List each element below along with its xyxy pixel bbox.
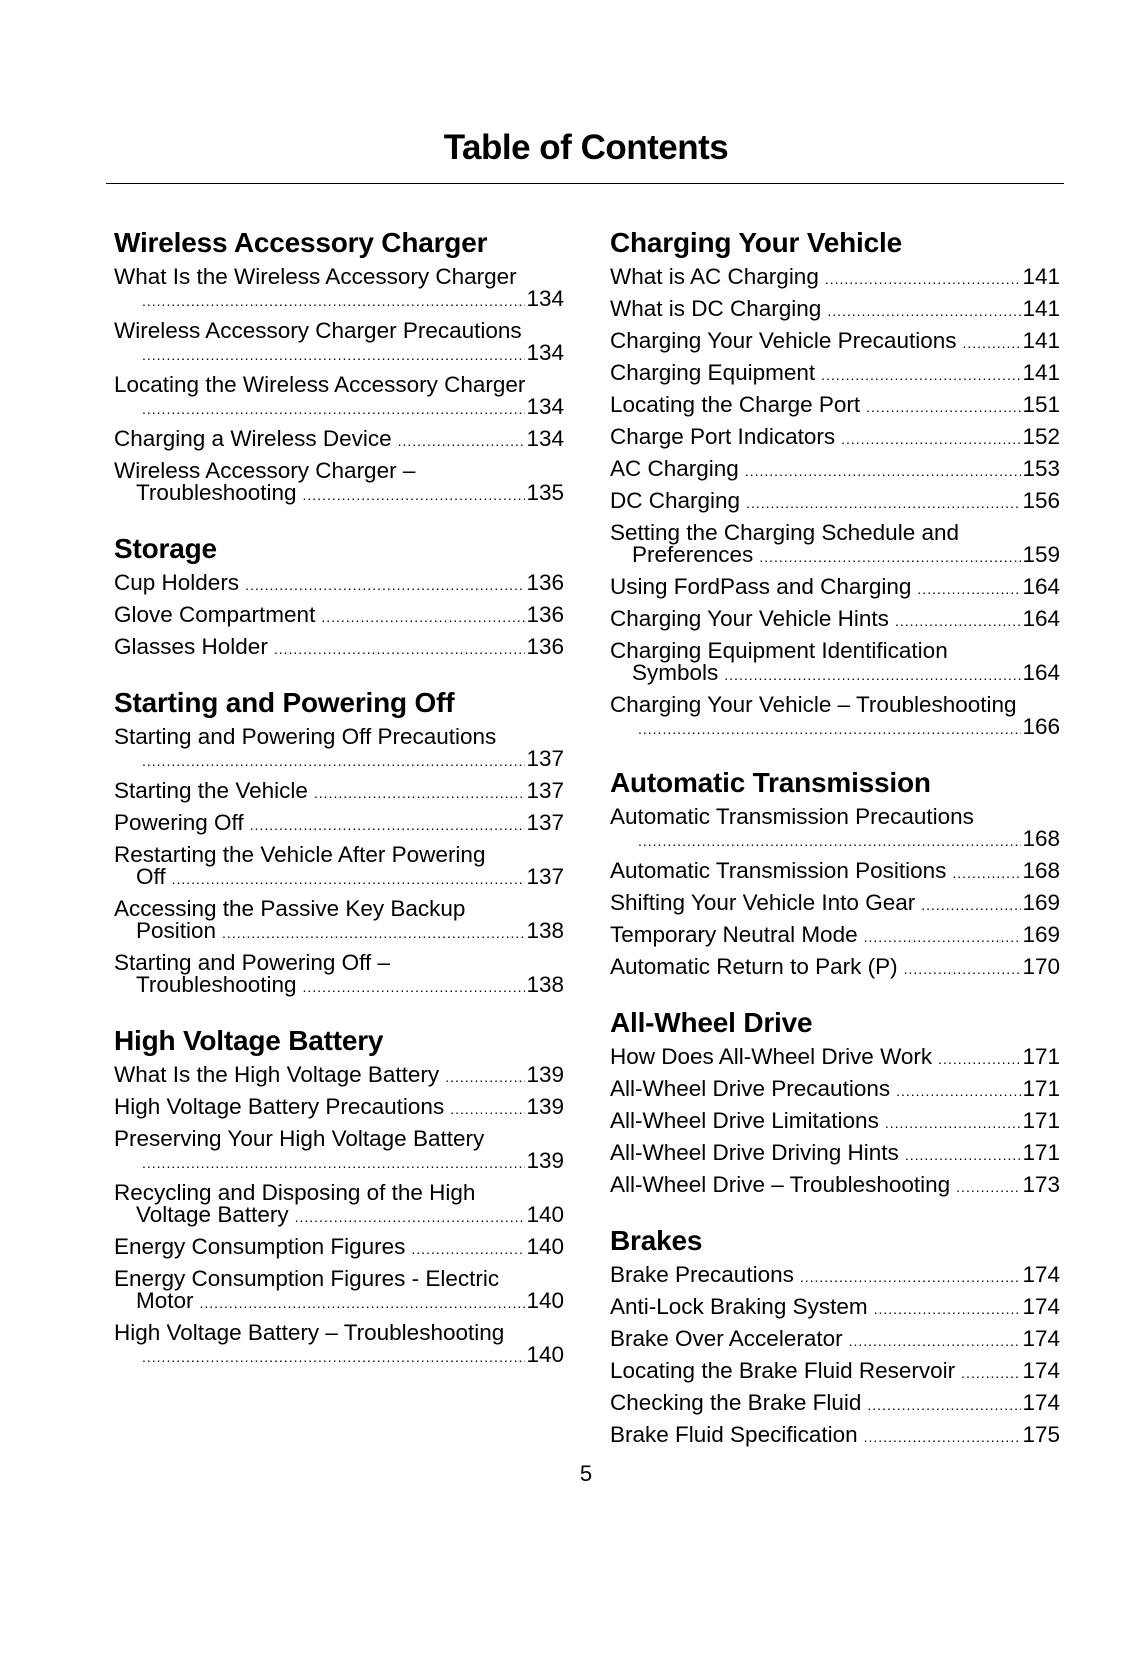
toc-entry-continuation xyxy=(114,288,564,312)
toc-entry-line xyxy=(114,266,564,288)
toc-entry-line xyxy=(610,1424,1060,1448)
toc-entry-continuation xyxy=(114,1150,564,1174)
entry-title-continued[interactable]: Position xyxy=(136,918,217,943)
toc-entry-line xyxy=(610,426,1060,450)
entry-page-number[interactable]: 151 xyxy=(1022,392,1060,417)
entry-title[interactable]: Charging Equipment Identification xyxy=(610,638,948,663)
toc-entry-line xyxy=(610,1078,1060,1102)
entry-page-number[interactable]: 138 xyxy=(526,972,564,997)
dot-leader xyxy=(885,1112,1022,1134)
toc-entry-line xyxy=(114,572,564,596)
entry-page-number[interactable]: 156 xyxy=(1022,488,1060,513)
entry-title[interactable]: Brake Fluid Specification xyxy=(610,1422,858,1447)
section-heading: Charging Your Vehicle xyxy=(610,227,902,258)
toc-entry-line xyxy=(114,844,564,866)
toc-section-storage xyxy=(114,532,564,660)
toc-entry-line xyxy=(610,1174,1060,1198)
dot-leader xyxy=(905,1144,1022,1166)
dot-leader xyxy=(274,638,526,660)
dot-leader xyxy=(746,492,1021,514)
entry-title[interactable]: Charging a Wireless Device xyxy=(114,426,392,451)
toc-entry-line xyxy=(610,956,1060,980)
entry-title[interactable]: Starting and Powering Off Precautions xyxy=(114,724,497,749)
entry-title[interactable]: All-Wheel Drive Precautions xyxy=(610,1076,891,1101)
dot-leader xyxy=(864,1426,1022,1448)
toc-entry[interactable] xyxy=(610,892,1060,916)
dot-leader xyxy=(963,332,1022,354)
entry-title[interactable]: Powering Off xyxy=(114,810,244,835)
toc-entry-continuation xyxy=(610,716,1060,740)
section-heading: Storage xyxy=(114,533,217,564)
toc-entry[interactable] xyxy=(610,362,1060,386)
title-divider xyxy=(106,183,1064,184)
entry-title[interactable]: Automatic Return to Park (P) xyxy=(610,954,898,979)
toc-entry-line xyxy=(114,952,564,974)
toc-entry-line xyxy=(610,1328,1060,1352)
toc-entry-line xyxy=(610,362,1060,386)
toc-entry-line xyxy=(610,458,1060,482)
entry-title[interactable]: Automatic Transmission Precautions xyxy=(610,804,974,829)
entry-page-number[interactable]: 137 xyxy=(526,864,564,889)
entry-title[interactable]: All-Wheel Drive Driving Hints xyxy=(610,1140,899,1165)
toc-entry-line xyxy=(114,898,564,920)
toc-entry[interactable] xyxy=(114,812,564,836)
dot-leader xyxy=(638,830,1021,852)
toc-entry-line xyxy=(610,266,1060,290)
toc-entry-line xyxy=(114,636,564,660)
toc-entry-line xyxy=(610,394,1060,418)
toc-entry-line xyxy=(610,490,1060,514)
page-number: 5 xyxy=(579,1461,593,1486)
entry-page-number[interactable]: 168 xyxy=(1022,826,1060,851)
toc-entry-continuation xyxy=(114,1344,564,1368)
toc-entry-line xyxy=(610,640,1060,662)
toc-entry[interactable] xyxy=(114,604,564,628)
toc-entry-line xyxy=(114,1322,564,1344)
toc-entry[interactable] xyxy=(114,844,564,890)
toc-entry[interactable] xyxy=(610,694,1060,740)
dot-leader xyxy=(938,1048,1021,1070)
entry-page-number[interactable]: 136 xyxy=(526,602,564,627)
dot-leader xyxy=(841,428,1021,450)
toc-entry[interactable] xyxy=(610,266,1060,290)
entry-title[interactable]: Anti-Lock Braking System xyxy=(610,1294,868,1319)
toc-entry-continuation xyxy=(610,662,1060,686)
toc-entry[interactable] xyxy=(114,898,564,944)
page-title: Table of Contents xyxy=(443,128,729,167)
entry-title-continued[interactable]: Voltage Battery xyxy=(136,1202,289,1227)
toc-entry[interactable] xyxy=(610,608,1060,632)
toc-entry-line xyxy=(114,320,564,342)
entry-page-number[interactable]: 168 xyxy=(1022,858,1060,883)
entry-page-number[interactable]: 134 xyxy=(526,286,564,311)
toc-entry[interactable] xyxy=(610,1174,1060,1198)
dot-leader xyxy=(800,1266,1022,1288)
entry-title-continued[interactable]: Troubleshooting xyxy=(136,972,297,997)
toc-entry[interactable] xyxy=(610,522,1060,568)
entry-page-number[interactable]: 174 xyxy=(1022,1358,1060,1383)
entry-page-number[interactable]: 139 xyxy=(526,1094,564,1119)
entry-title[interactable]: Brake Precautions xyxy=(610,1262,794,1287)
section-heading: High Voltage Battery xyxy=(114,1025,384,1056)
toc-entry-line xyxy=(114,374,564,396)
dot-leader xyxy=(724,664,1021,686)
entry-title[interactable]: High Voltage Battery Precautions xyxy=(114,1094,445,1119)
entry-title[interactable]: Locating the Charge Port xyxy=(610,392,861,417)
entry-title[interactable]: How Does All-Wheel Drive Work xyxy=(610,1044,933,1069)
toc-entry-line xyxy=(114,726,564,748)
toc-entry[interactable] xyxy=(610,924,1060,948)
dot-leader xyxy=(867,1394,1021,1416)
toc-entry[interactable] xyxy=(610,576,1060,600)
toc-entry-line xyxy=(610,576,1060,600)
toc-entry[interactable] xyxy=(610,956,1060,980)
toc-entry-continuation xyxy=(114,748,564,772)
toc-entry[interactable] xyxy=(610,640,1060,686)
toc-entry-line xyxy=(114,1182,564,1204)
toc-entry-line xyxy=(610,806,1060,828)
entry-page-number[interactable]: 159 xyxy=(1022,542,1060,567)
toc-entry-line xyxy=(610,1046,1060,1070)
entry-title-continued[interactable]: Motor xyxy=(136,1288,194,1313)
toc-entry[interactable] xyxy=(114,1064,564,1088)
section-heading: Automatic Transmission xyxy=(610,767,931,798)
entry-title[interactable]: Preserving Your High Voltage Battery xyxy=(114,1126,485,1151)
entry-title[interactable]: What is DC Charging xyxy=(610,296,822,321)
entry-page-number[interactable]: 164 xyxy=(1022,660,1060,685)
entry-title[interactable]: Starting and Powering Off – xyxy=(114,950,390,975)
toc-entry[interactable] xyxy=(114,726,564,772)
entry-title[interactable]: Glasses Holder xyxy=(114,634,268,659)
entry-page-number[interactable]: 175 xyxy=(1022,1422,1060,1447)
toc-entry-line xyxy=(114,812,564,836)
entry-page-number[interactable]: 169 xyxy=(1022,922,1060,947)
entry-title[interactable]: All-Wheel Drive – Troubleshooting xyxy=(610,1172,951,1197)
entry-page-number[interactable]: 140 xyxy=(526,1288,564,1313)
dot-leader xyxy=(245,574,525,596)
entry-page-number[interactable]: 138 xyxy=(526,918,564,943)
entry-title[interactable]: Cup Holders xyxy=(114,570,240,595)
entry-page-number[interactable]: 139 xyxy=(526,1062,564,1087)
entry-page-number[interactable]: 134 xyxy=(526,340,564,365)
section-heading: All-Wheel Drive xyxy=(610,1007,813,1038)
toc-entry[interactable] xyxy=(114,1128,564,1174)
entry-page-number[interactable]: 174 xyxy=(1022,1294,1060,1319)
entry-title[interactable]: Energy Consumption Figures xyxy=(114,1234,406,1259)
toc-entry[interactable] xyxy=(114,1096,564,1120)
entry-page-number[interactable]: 137 xyxy=(526,778,564,803)
toc-entry-line xyxy=(610,1392,1060,1416)
toc-entry-line xyxy=(610,1142,1060,1166)
section-heading: Starting and Powering Off xyxy=(114,687,455,718)
toc-entry-continuation xyxy=(114,974,564,998)
entry-title[interactable]: Wireless Accessory Charger Precautions xyxy=(114,318,522,343)
entry-title-continued[interactable]: Preferences xyxy=(632,542,754,567)
entry-page-number[interactable]: 141 xyxy=(1022,296,1060,321)
dot-leader xyxy=(825,268,1022,290)
toc-entry[interactable] xyxy=(114,952,564,998)
dot-leader xyxy=(450,1098,525,1120)
toc-entry-continuation xyxy=(114,396,564,420)
entry-page-number[interactable]: 170 xyxy=(1022,954,1060,979)
dot-leader xyxy=(303,484,526,506)
entry-page-number[interactable]: 169 xyxy=(1022,890,1060,915)
toc-entry-continuation xyxy=(114,1204,564,1228)
entry-page-number[interactable]: 164 xyxy=(1022,574,1060,599)
toc-entry[interactable] xyxy=(114,460,564,506)
toc-entry-continuation xyxy=(114,482,564,506)
entry-title[interactable]: Energy Consumption Figures - Electric xyxy=(114,1266,500,1291)
toc-entry[interactable] xyxy=(114,1236,564,1260)
dot-leader xyxy=(250,814,526,836)
entry-title[interactable]: What Is the High Voltage Battery xyxy=(114,1062,440,1087)
toc-entry[interactable] xyxy=(610,1392,1060,1416)
entry-page-number[interactable]: 136 xyxy=(526,634,564,659)
dot-leader xyxy=(295,1206,526,1228)
entry-page-number[interactable]: 174 xyxy=(1022,1262,1060,1287)
entry-title[interactable]: Checking the Brake Fluid xyxy=(610,1390,862,1415)
dot-leader xyxy=(142,290,525,312)
toc-entry-line xyxy=(610,1110,1060,1134)
toc-section-high-voltage-battery xyxy=(114,1024,564,1368)
toc-entry[interactable] xyxy=(114,636,564,660)
toc-right-column xyxy=(610,226,1060,1474)
entry-page-number[interactable]: 139 xyxy=(526,1148,564,1173)
entry-title[interactable]: All-Wheel Drive Limitations xyxy=(610,1108,879,1133)
entry-page-number[interactable]: 140 xyxy=(526,1234,564,1259)
entry-title[interactable]: Starting the Vehicle xyxy=(114,778,308,803)
entry-title[interactable]: Temporary Neutral Mode xyxy=(610,922,858,947)
toc-entry-line xyxy=(114,460,564,482)
entry-title[interactable]: AC Charging xyxy=(610,456,739,481)
entry-page-number[interactable]: 153 xyxy=(1022,456,1060,481)
toc-entry[interactable] xyxy=(610,1424,1060,1448)
toc-entry-line xyxy=(114,428,564,452)
toc-entry-line xyxy=(610,330,1060,354)
entry-title-continued[interactable]: Symbols xyxy=(632,660,719,685)
entry-title[interactable]: DC Charging xyxy=(610,488,741,513)
toc-section-all-wheel-drive xyxy=(610,1006,1060,1198)
toc-entry-line xyxy=(114,1096,564,1120)
dot-leader xyxy=(200,1292,526,1314)
entry-title[interactable]: Charging Your Vehicle Hints xyxy=(610,606,889,631)
dot-leader xyxy=(314,782,526,804)
entry-title[interactable]: Automatic Transmission Positions xyxy=(610,858,947,883)
dot-leader xyxy=(827,300,1021,322)
toc-entry-line xyxy=(610,860,1060,884)
dot-leader xyxy=(398,430,526,452)
toc-entry[interactable] xyxy=(610,1264,1060,1288)
dot-leader xyxy=(172,868,526,890)
entry-title-continued[interactable]: Off xyxy=(136,864,166,889)
entry-title[interactable]: Locating the Brake Fluid Reservoir xyxy=(610,1358,956,1383)
toc-entry[interactable] xyxy=(114,572,564,596)
entry-title[interactable]: Brake Over Accelerator xyxy=(610,1326,843,1351)
toc-entry-line xyxy=(610,694,1060,716)
toc-entry-line xyxy=(610,924,1060,948)
dot-leader xyxy=(303,976,526,998)
toc-entry[interactable] xyxy=(610,458,1060,482)
entry-title[interactable]: Charging Your Vehicle – Troubleshooting xyxy=(610,692,1017,717)
toc-entry[interactable] xyxy=(610,330,1060,354)
toc-entry[interactable] xyxy=(610,394,1060,418)
entry-page-number[interactable]: 171 xyxy=(1022,1108,1060,1133)
toc-entry-line xyxy=(114,1268,564,1290)
dot-leader xyxy=(745,460,1022,482)
toc-section-brakes xyxy=(610,1224,1060,1448)
entry-title[interactable]: Glove Compartment xyxy=(114,602,316,627)
dot-leader xyxy=(952,862,1021,884)
toc-entry[interactable] xyxy=(610,1110,1060,1134)
toc-entry-line xyxy=(610,298,1060,322)
dot-leader xyxy=(638,718,1021,740)
entry-title[interactable]: Charging Your Vehicle Precautions xyxy=(610,328,957,353)
dot-leader xyxy=(821,364,1021,386)
toc-entry-line xyxy=(610,892,1060,916)
dot-leader xyxy=(142,1346,525,1368)
dot-leader xyxy=(222,922,525,944)
entry-page-number[interactable]: 134 xyxy=(526,394,564,419)
toc-section-automatic-transmission xyxy=(610,766,1060,980)
entry-page-number[interactable]: 134 xyxy=(526,426,564,451)
toc-entry-continuation xyxy=(114,866,564,890)
toc-entry[interactable] xyxy=(610,860,1060,884)
entry-page-number[interactable]: 140 xyxy=(526,1342,564,1367)
dot-leader xyxy=(874,1298,1022,1320)
toc-entry-line xyxy=(114,1236,564,1260)
entry-page-number[interactable]: 135 xyxy=(526,480,564,505)
entry-title[interactable]: Shifting Your Vehicle Into Gear xyxy=(610,890,916,915)
dot-leader xyxy=(956,1176,1021,1198)
toc-entry-line xyxy=(610,1264,1060,1288)
toc-entry-line xyxy=(114,1064,564,1088)
toc-entry[interactable] xyxy=(114,780,564,804)
entry-title[interactable]: Recycling and Disposing of the High xyxy=(114,1180,476,1205)
entry-title[interactable]: High Voltage Battery – Troubleshooting xyxy=(114,1320,505,1345)
dot-leader xyxy=(864,926,1022,948)
entry-title-continued[interactable]: Troubleshooting xyxy=(136,480,297,505)
toc-entry-line xyxy=(610,1296,1060,1320)
entry-title[interactable]: Accessing the Passive Key Backup xyxy=(114,896,466,921)
entry-page-number[interactable]: 171 xyxy=(1022,1076,1060,1101)
toc-entry[interactable] xyxy=(610,1296,1060,1320)
toc-entry[interactable] xyxy=(610,490,1060,514)
dot-leader xyxy=(142,750,525,772)
toc-entry[interactable] xyxy=(610,426,1060,450)
toc-entry-continuation xyxy=(114,1290,564,1314)
dot-leader xyxy=(445,1066,525,1088)
toc-entry[interactable] xyxy=(610,1046,1060,1070)
entry-page-number[interactable]: 136 xyxy=(526,570,564,595)
dot-leader xyxy=(142,1152,525,1174)
toc-entry-line xyxy=(610,1360,1060,1384)
toc-entry-line xyxy=(610,522,1060,544)
entry-title[interactable]: Using FordPass and Charging xyxy=(610,574,912,599)
dot-leader xyxy=(321,606,525,628)
section-heading: Brakes xyxy=(610,1225,703,1256)
toc-entry-line xyxy=(114,604,564,628)
entry-title[interactable]: Charge Port Indicators xyxy=(610,424,836,449)
toc-entry[interactable] xyxy=(610,1328,1060,1352)
toc-entry-line xyxy=(114,1128,564,1150)
toc-entry-continuation xyxy=(610,544,1060,568)
toc-section-charging-your-vehicle xyxy=(610,226,1060,740)
entry-page-number[interactable]: 166 xyxy=(1022,714,1060,739)
dot-leader xyxy=(866,396,1021,418)
entry-page-number[interactable]: 171 xyxy=(1022,1140,1060,1165)
entry-page-number[interactable]: 152 xyxy=(1022,424,1060,449)
toc-entry-continuation xyxy=(114,920,564,944)
dot-leader xyxy=(917,578,1021,600)
toc-entry[interactable] xyxy=(114,1268,564,1314)
toc-entry[interactable] xyxy=(610,1142,1060,1166)
dot-leader xyxy=(759,546,1021,568)
entry-title[interactable]: Setting the Charging Schedule and xyxy=(610,520,960,545)
entry-title[interactable]: Wireless Accessory Charger – xyxy=(114,458,416,483)
entry-page-number[interactable]: 141 xyxy=(1022,360,1060,385)
toc-entry[interactable] xyxy=(114,1322,564,1368)
toc-left-column xyxy=(114,226,564,1394)
dot-leader xyxy=(849,1330,1022,1352)
toc-section-wireless-accessory-charger xyxy=(114,226,564,506)
toc-entry[interactable] xyxy=(610,1360,1060,1384)
toc-entry[interactable] xyxy=(610,1078,1060,1102)
section-heading: Wireless Accessory Charger xyxy=(114,227,488,258)
entry-page-number[interactable]: 174 xyxy=(1022,1326,1060,1351)
entry-page-number[interactable]: 174 xyxy=(1022,1390,1060,1415)
toc-entry-line xyxy=(610,608,1060,632)
dot-leader xyxy=(895,610,1022,632)
dot-leader xyxy=(904,958,1022,980)
entry-page-number[interactable]: 141 xyxy=(1022,264,1060,289)
dot-leader xyxy=(411,1238,525,1260)
toc-entry[interactable] xyxy=(114,428,564,452)
toc-entry[interactable] xyxy=(114,1182,564,1228)
entry-title[interactable]: Locating the Wireless Accessory Charger xyxy=(114,372,526,397)
toc-entry[interactable] xyxy=(114,320,564,366)
dot-leader xyxy=(142,398,525,420)
entry-title[interactable]: Charging Equipment xyxy=(610,360,816,385)
entry-title[interactable]: Restarting the Vehicle After Powering xyxy=(114,842,486,867)
entry-page-number[interactable]: 173 xyxy=(1022,1172,1060,1197)
entry-page-number[interactable]: 137 xyxy=(526,746,564,771)
entry-title[interactable]: What Is the Wireless Accessory Charger xyxy=(114,264,517,289)
entry-page-number[interactable]: 164 xyxy=(1022,606,1060,631)
dot-leader xyxy=(142,344,525,366)
toc-entry[interactable] xyxy=(114,266,564,312)
entry-title[interactable]: What is AC Charging xyxy=(610,264,819,289)
toc-entry[interactable] xyxy=(114,374,564,420)
entry-page-number[interactable]: 171 xyxy=(1022,1044,1060,1069)
toc-section-starting-and-powering-off xyxy=(114,686,564,998)
dot-leader xyxy=(896,1080,1021,1102)
dot-leader xyxy=(921,894,1021,916)
toc-entry-line xyxy=(114,780,564,804)
entry-page-number[interactable]: 141 xyxy=(1022,328,1060,353)
toc-entry[interactable] xyxy=(610,806,1060,852)
toc-entry[interactable] xyxy=(610,298,1060,322)
toc-entry-continuation xyxy=(610,828,1060,852)
toc-entry-continuation xyxy=(114,342,564,366)
entry-page-number[interactable]: 137 xyxy=(526,810,564,835)
dot-leader xyxy=(961,1362,1021,1384)
entry-page-number[interactable]: 140 xyxy=(526,1202,564,1227)
